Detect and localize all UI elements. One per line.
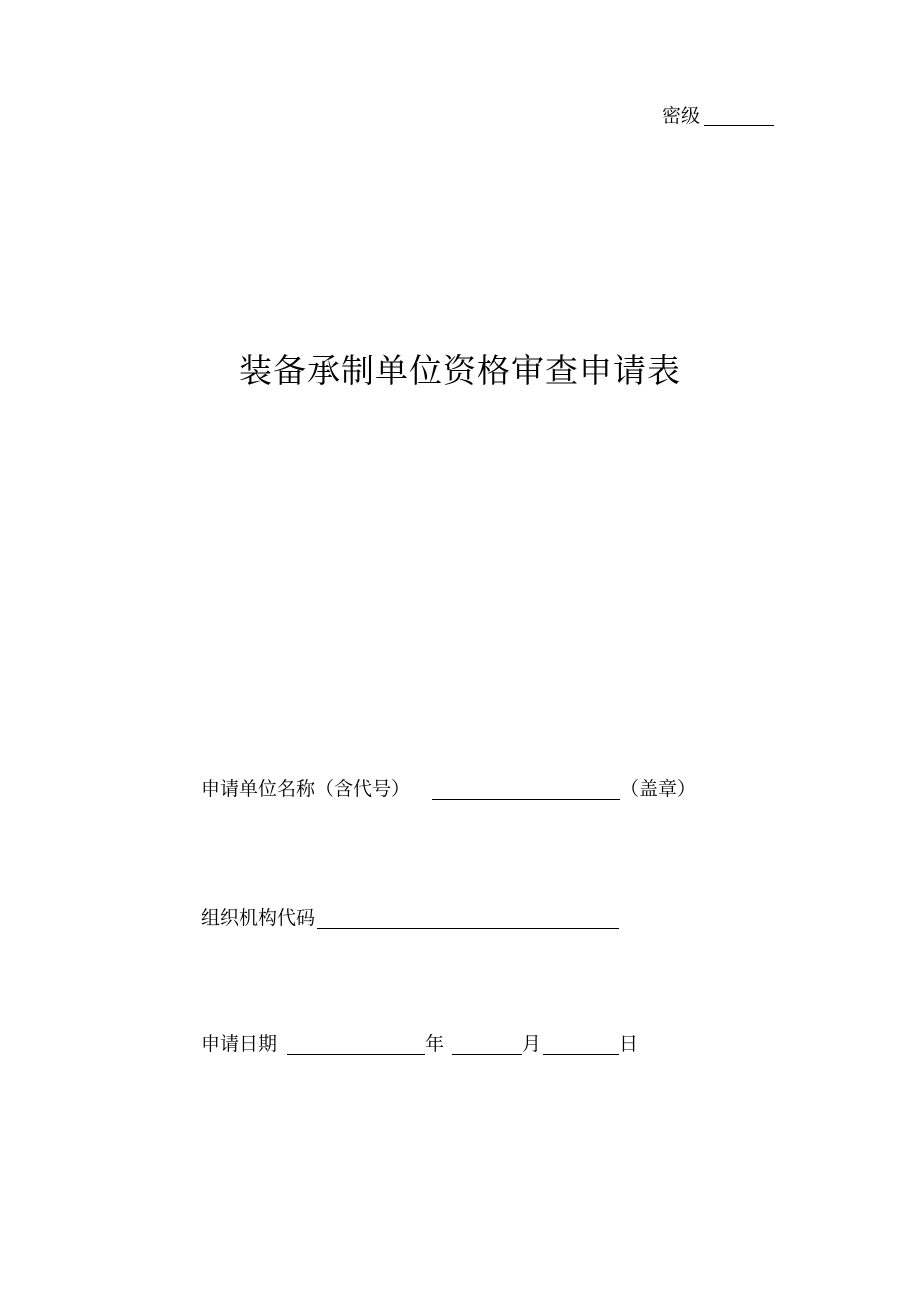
month-label: 月 [522,1033,542,1055]
seal-note: （盖章） [620,778,697,800]
day-blank[interactable] [543,1036,619,1055]
org-code-blank[interactable] [317,910,619,929]
applicant-name-blank[interactable] [432,781,620,800]
apply-date-label: 申请日期 [201,1033,278,1055]
applicant-name-row [201,776,696,802]
secrecy-blank[interactable] [704,107,774,126]
year-label: 年 [425,1033,445,1055]
year-blank[interactable] [287,1036,425,1055]
org-code-row [201,905,619,931]
month-blank[interactable] [452,1036,522,1055]
applicant-name-label: 申请单位名称（含代号） [201,778,411,800]
apply-date-row [201,1031,638,1057]
secrecy-level [662,103,774,129]
secrecy-label: 密级 [662,105,701,127]
org-code-label: 组织机构代码 [201,907,316,929]
day-label: 日 [619,1033,639,1055]
document-title: 装备承制单位资格审查申请表 [239,351,681,390]
